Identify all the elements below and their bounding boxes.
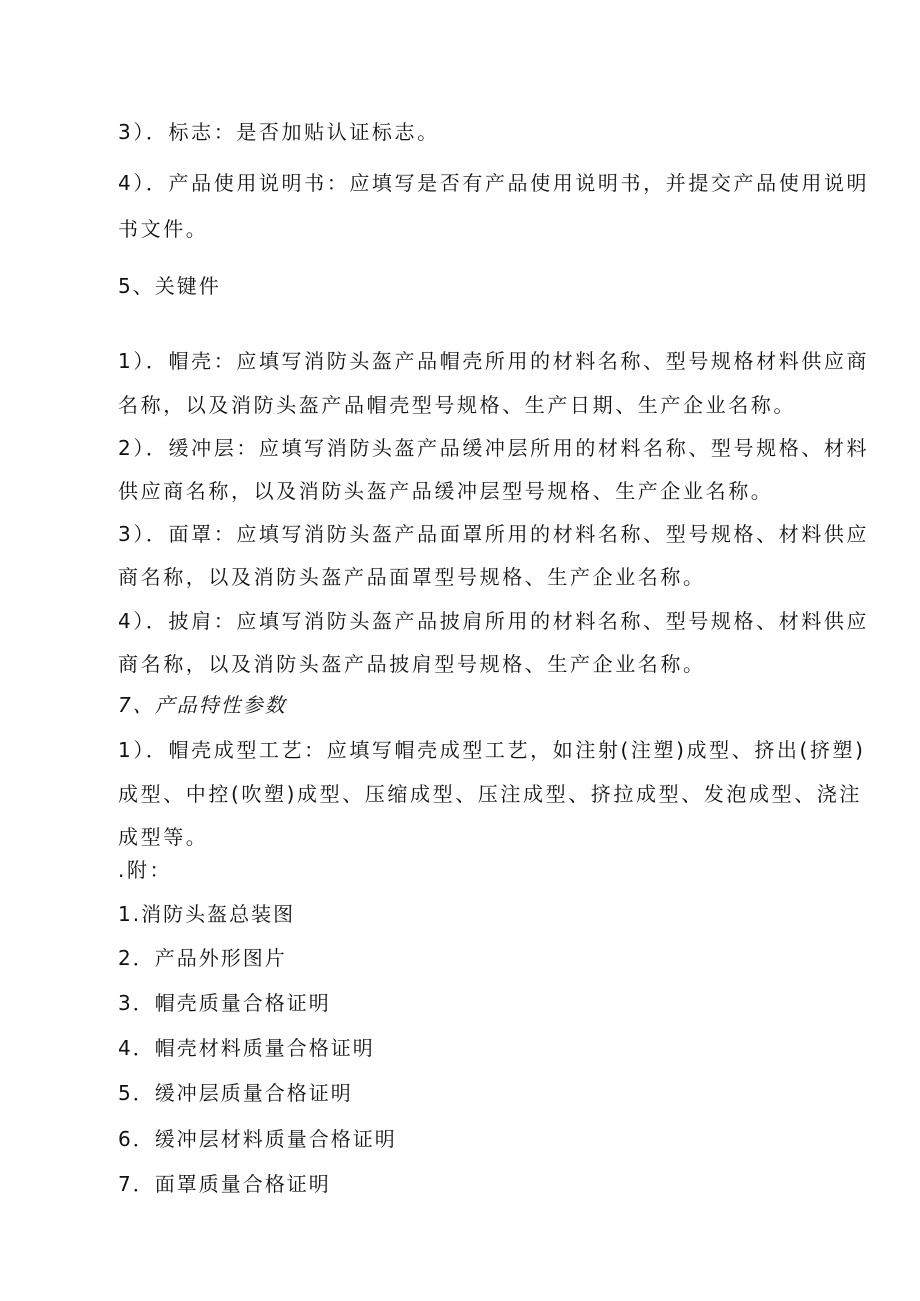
appendix-item-1: 1.消防头盔总装图 (118, 902, 296, 926)
text-line-molding: 1）．帽壳成型工艺：应填写帽壳成型工艺，如注射(注塑)成型、挤出(挤塑) (118, 738, 866, 762)
text-line-shell: 1）．帽壳：应填写消防头盔产品帽壳所用的材料名称、型号规格材料供应商 (118, 349, 870, 373)
appendix-item-7: 7．面罩质量合格证明 (118, 1172, 331, 1196)
text-line-visor-cont: 商名称，以及消防头盔产品面罩型号规格、生产企业名称。 (118, 565, 706, 589)
appendix-item-5: 5．缓冲层质量合格证明 (118, 1081, 353, 1105)
text-line-shell-cont: 名称，以及消防头盔产品帽壳型号规格、生产日期、生产企业名称。 (118, 393, 796, 417)
section-heading-key-parts: 5、关键件 (118, 274, 221, 298)
appendix-item-4: 4．帽壳材料质量合格证明 (118, 1036, 375, 1060)
text-line-molding-end: 成型等。 (118, 825, 209, 849)
text-line-buffer: 2）．缓冲层：应填写消防头盔产品缓冲层所用的材料名称、型号规格、材料 (118, 436, 870, 460)
section-heading-product-params: 7、产品特性参数 (118, 693, 287, 717)
text-line-manual-cont: 书文件。 (118, 217, 209, 241)
text-line-molding-cont: 成型、中控(吹塑)成型、压缩成型、压注成型、挤拉成型、发泡成型、浇注 (118, 782, 863, 806)
text-line-visor: 3）．面罩：应填写消防头盔产品面罩所用的材料名称、型号规格、材料供应 (118, 522, 870, 546)
appendix-item-3: 3．帽壳质量合格证明 (118, 991, 331, 1015)
appendix-item-2: 2．产品外形图片 (118, 946, 287, 970)
appendix-heading: .附： (118, 858, 173, 882)
appendix-item-6: 6．缓冲层材料质量合格证明 (118, 1127, 397, 1151)
text-line-cape: 4）．披肩：应填写消防头盔产品披肩所用的材料名称、型号规格、材料供应 (118, 609, 870, 633)
text-line-sign: 3）．标志：是否加贴认证标志。 (118, 120, 440, 144)
text-line-manual: 4）．产品使用说明书：应填写是否有产品使用说明书，并提交产品使用说明 (118, 171, 870, 195)
text-line-cape-cont: 商名称，以及消防头盔产品披肩型号规格、生产企业名称。 (118, 652, 706, 676)
text-line-buffer-cont: 供应商名称，以及消防头盔产品缓冲层型号规格、生产企业名称。 (118, 479, 774, 503)
